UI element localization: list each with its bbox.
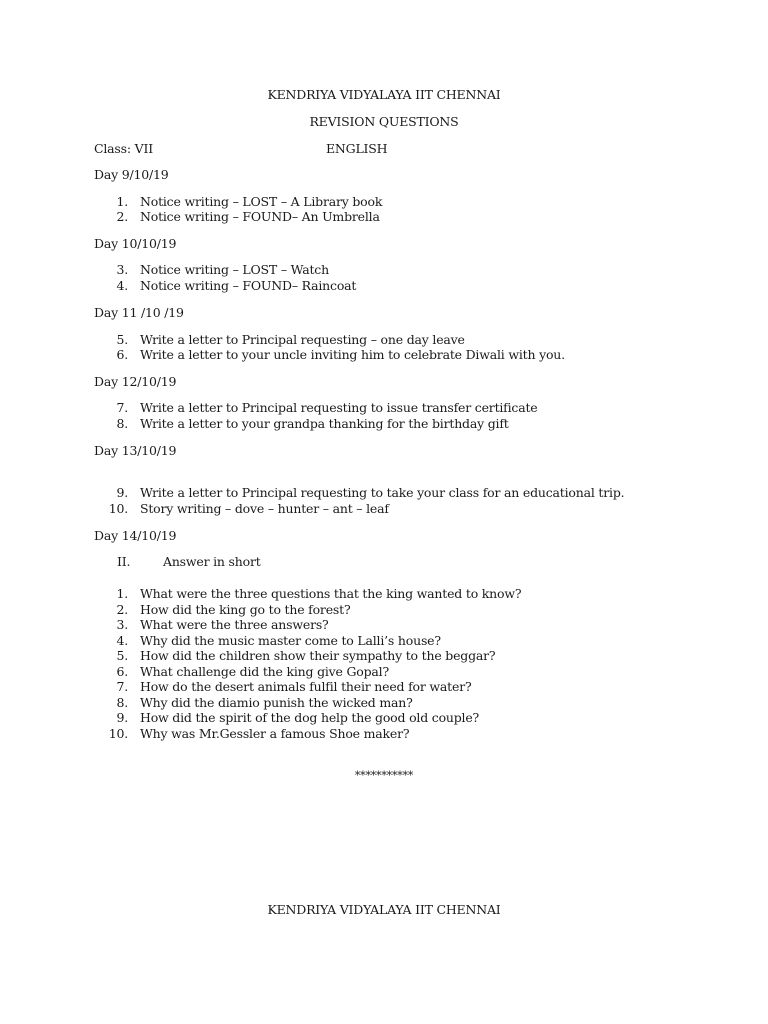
question-item: Why did the music master come to Lalli’s house? bbox=[140, 633, 441, 648]
question-item: What were the three answers? bbox=[140, 617, 329, 632]
list-item: Notice writing – FOUND– An Umbrella bbox=[140, 209, 380, 224]
day-heading: Day 14/10/19 bbox=[94, 528, 177, 543]
section-heading: Answer in short bbox=[163, 554, 261, 569]
question-number: 9. bbox=[116, 710, 128, 725]
item-number: 1. bbox=[116, 194, 128, 209]
day-heading: Day 12/10/19 bbox=[94, 374, 177, 389]
question-number: 10. bbox=[108, 726, 128, 741]
list-item: Write a letter to your grandpa thanking for the birthday gift bbox=[140, 416, 509, 431]
day-heading: Day 11 /10 /19 bbox=[94, 305, 184, 320]
item-number: 9. bbox=[116, 485, 128, 500]
school-name-heading: KENDRIYA VIDYALAYA IIT CHENNAI bbox=[267, 87, 501, 102]
item-number: 4. bbox=[116, 278, 128, 293]
list-item: Story writing – dove – hunter – ant – leaf bbox=[140, 501, 389, 516]
section-separator: *********** bbox=[354, 769, 414, 782]
question-number: 3. bbox=[116, 617, 128, 632]
question-item: How did the children show their sympathy to the beggar? bbox=[140, 648, 496, 663]
list-item: Notice writing – FOUND– Raincoat bbox=[140, 278, 357, 293]
list-item: Write a letter to Principal requesting – one day leave bbox=[140, 332, 465, 347]
footer-school-name: KENDRIYA VIDYALAYA IIT CHENNAI bbox=[267, 902, 501, 917]
list-item: Write a letter to Principal requesting to take your class for an educational trip. bbox=[140, 485, 625, 500]
class-label: Class: VII bbox=[94, 141, 153, 156]
question-item: What were the three questions that the king wanted to know? bbox=[140, 586, 522, 601]
day-heading: Day 13/10/19 bbox=[94, 443, 177, 458]
list-item: Notice writing – LOST – A Library book bbox=[140, 194, 383, 209]
subject-label: ENGLISH bbox=[326, 141, 388, 156]
item-number: 3. bbox=[116, 262, 128, 277]
item-number: 8. bbox=[116, 416, 128, 431]
question-number: 6. bbox=[116, 664, 128, 679]
question-number: 5. bbox=[116, 648, 128, 663]
item-number: 7. bbox=[116, 400, 128, 415]
item-number: 5. bbox=[116, 332, 128, 347]
question-number: 1. bbox=[116, 586, 128, 601]
list-item: Write a letter to Principal requesting to issue transfer certificate bbox=[140, 400, 538, 415]
item-number: 6. bbox=[116, 347, 128, 362]
question-item: How do the desert animals fulfil their need for water? bbox=[140, 679, 472, 694]
question-number: 7. bbox=[116, 679, 128, 694]
question-item: Why was Mr.Gessler a famous Shoe maker? bbox=[140, 726, 410, 741]
list-item: Write a letter to your uncle inviting him to celebrate Diwali with you. bbox=[140, 347, 565, 362]
question-number: 2. bbox=[116, 602, 128, 617]
item-number: 2. bbox=[116, 209, 128, 224]
document-title: REVISION QUESTIONS bbox=[309, 114, 459, 129]
section-numeral: II. bbox=[117, 554, 131, 569]
list-item: Notice writing – LOST – Watch bbox=[140, 262, 329, 277]
question-number: 8. bbox=[116, 695, 128, 710]
question-item: Why did the diamio punish the wicked man? bbox=[140, 695, 413, 710]
question-item: How did the spirit of the dog help the good old couple? bbox=[140, 710, 480, 725]
day-heading: Day 10/10/19 bbox=[94, 236, 177, 251]
item-number: 10. bbox=[108, 501, 128, 516]
question-number: 4. bbox=[116, 633, 128, 648]
question-item: How did the king go to the forest? bbox=[140, 602, 351, 617]
question-item: What challenge did the king give Gopal? bbox=[140, 664, 389, 679]
day-heading: Day 9/10/19 bbox=[94, 167, 169, 182]
